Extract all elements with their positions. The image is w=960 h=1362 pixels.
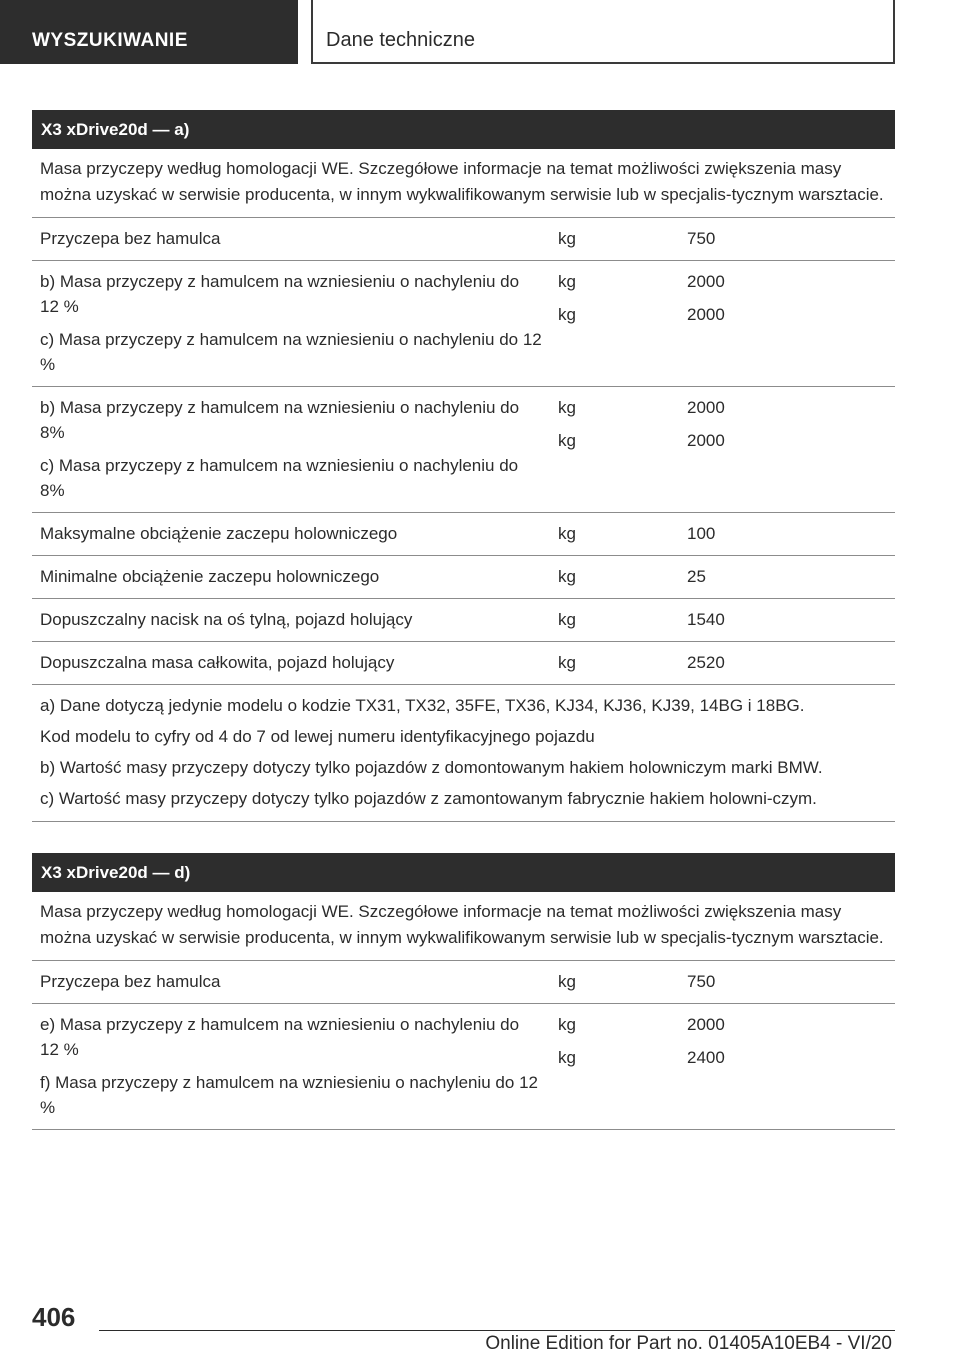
row-unit-cell	[550, 387, 679, 512]
row-value: 2520	[687, 653, 725, 672]
row-label-cell	[32, 218, 550, 260]
row-label: b) Masa przyczepy z hamulcem na wzniesieniu o nachyleniu do 12 %	[40, 272, 520, 316]
top-navigation-bar	[0, 0, 960, 66]
table-row	[32, 642, 895, 685]
row-value: 2000	[687, 431, 725, 450]
row-unit-cell	[550, 556, 679, 598]
row-value-cell	[679, 599, 895, 641]
row-label-cell	[32, 599, 550, 641]
spec-table-block	[32, 853, 895, 1130]
section-heading: X3 xDrive20d — a)	[32, 110, 895, 149]
row-value: 2000	[687, 1015, 725, 1034]
row-unit: kg	[558, 272, 576, 291]
row-value: 1540	[687, 610, 725, 629]
footnote: a) Dane dotyczą jedynie modelu o kodzie TX31, TX32, 35FE, TX36, KJ34, KJ36, KJ39, 14BG i 18BG.	[40, 696, 805, 715]
row-label: e) Masa przyczepy z hamulcem na wzniesieniu o nachyleniu do 12 %	[40, 1015, 520, 1059]
page-number: 406	[32, 1302, 76, 1332]
row-label: Przyczepa bez hamulca	[40, 229, 221, 248]
row-unit-cell	[550, 961, 679, 1003]
row-unit: kg	[558, 567, 576, 586]
row-unit: kg	[558, 972, 576, 991]
row-unit: kg	[558, 524, 576, 543]
footnote: Kod modelu to cyfry od 4 do 7 od lewej numeru identyfikacyjnego pojazdu	[40, 727, 595, 746]
row-label: Dopuszczalny nacisk na oś tylną, pojazd holujący	[40, 610, 413, 629]
row-unit: kg	[558, 1015, 576, 1034]
row-label-cell	[32, 261, 550, 386]
spec-table-block	[32, 110, 895, 822]
row-label: Maksymalne obciążenie zaczepu holowniczego	[40, 524, 398, 543]
row-unit-cell	[550, 599, 679, 641]
row-label-cell	[32, 387, 550, 512]
footer-divider	[99, 1330, 895, 1331]
row-label: c) Masa przyczepy z hamulcem na wzniesieniu o nachyleniu do 8%	[40, 456, 519, 500]
row-label: Minimalne obciążenie zaczepu holowniczego	[40, 567, 380, 586]
row-unit: kg	[558, 653, 576, 672]
row-unit: kg	[558, 229, 576, 248]
table-row	[32, 513, 895, 556]
row-unit-cell	[550, 261, 679, 386]
row-value: 2000	[687, 272, 725, 291]
row-label: b) Masa przyczepy z hamulcem na wzniesieniu o nachyleniu do 8%	[40, 398, 520, 442]
row-value: 100	[687, 524, 716, 543]
row-value: 25	[687, 567, 706, 586]
row-unit-cell	[550, 218, 679, 260]
row-unit: kg	[558, 610, 576, 629]
row-label-cell	[32, 642, 550, 684]
row-label: Dopuszczalna masa całkowita, pojazd holujący	[40, 653, 395, 672]
row-label: Przyczepa bez hamulca	[40, 972, 221, 991]
row-value: 2000	[687, 305, 725, 324]
section-intro-text: Masa przyczepy według homologacji WE. Szczegółowe informacje na temat możliwości zwiększenia masy można uzyskać w serwisie producenta, w innym wykwalifikowanym serwisie lub w specjalis-tycznym warsztacie.	[32, 892, 895, 961]
row-value-cell	[679, 513, 895, 555]
row-value: 2400	[687, 1048, 725, 1067]
table-row	[32, 556, 895, 599]
row-unit-cell	[550, 513, 679, 555]
row-label: c) Masa przyczepy z hamulcem na wzniesieniu o nachyleniu do 12 %	[40, 330, 542, 374]
row-unit-cell	[550, 642, 679, 684]
row-value-cell	[679, 1004, 895, 1129]
footnote: c) Wartość masy przyczepy dotyczy tylko pojazdów z zamontowanym fabrycznie hakiem holowni-czym.	[40, 789, 817, 808]
row-value: 750	[687, 972, 716, 991]
section-intro-text: Masa przyczepy według homologacji WE. Szczegółowe informacje na temat możliwości zwiększenia masy można uzyskać w serwisie producenta, w innym wykwalifikowanym serwisie lub w specjalis-tycznym warsztacie.	[32, 149, 895, 218]
table-row	[32, 218, 895, 261]
edition-footer: Online Edition for Part no. 01405A10EB4 - VI/20	[485, 1333, 892, 1354]
row-value: 2000	[687, 398, 725, 417]
block-spacer	[32, 822, 895, 853]
section-heading: X3 xDrive20d — d)	[32, 853, 895, 892]
row-value-cell	[679, 556, 895, 598]
row-unit: kg	[558, 305, 576, 324]
row-label-cell	[32, 961, 550, 1003]
row-label-cell	[32, 1004, 550, 1129]
row-value-cell	[679, 261, 895, 386]
row-unit: kg	[558, 398, 576, 417]
section-title-tab: Dane techniczne	[311, 0, 895, 64]
row-value-cell	[679, 218, 895, 260]
technical-data-content	[32, 110, 895, 1130]
row-unit-cell	[550, 1004, 679, 1129]
row-label-cell	[32, 556, 550, 598]
row-unit: kg	[558, 1048, 576, 1067]
search-button[interactable]: WYSZUKIWANIE	[0, 0, 298, 64]
row-value-cell	[679, 961, 895, 1003]
row-value: 750	[687, 229, 716, 248]
row-label: f) Masa przyczepy z hamulcem na wzniesieniu o nachyleniu do 12 %	[40, 1073, 538, 1117]
table-row	[32, 961, 895, 1004]
row-unit: kg	[558, 431, 576, 450]
row-value-cell	[679, 642, 895, 684]
row-value-cell	[679, 387, 895, 512]
table-row	[32, 599, 895, 642]
footnotes	[32, 685, 895, 822]
table-row	[32, 387, 895, 513]
row-label-cell	[32, 513, 550, 555]
footnote: b) Wartość masy przyczepy dotyczy tylko pojazdów z domontowanym hakiem holowniczym marki BMW.	[40, 758, 823, 777]
table-row	[32, 261, 895, 387]
table-row	[32, 1004, 895, 1130]
